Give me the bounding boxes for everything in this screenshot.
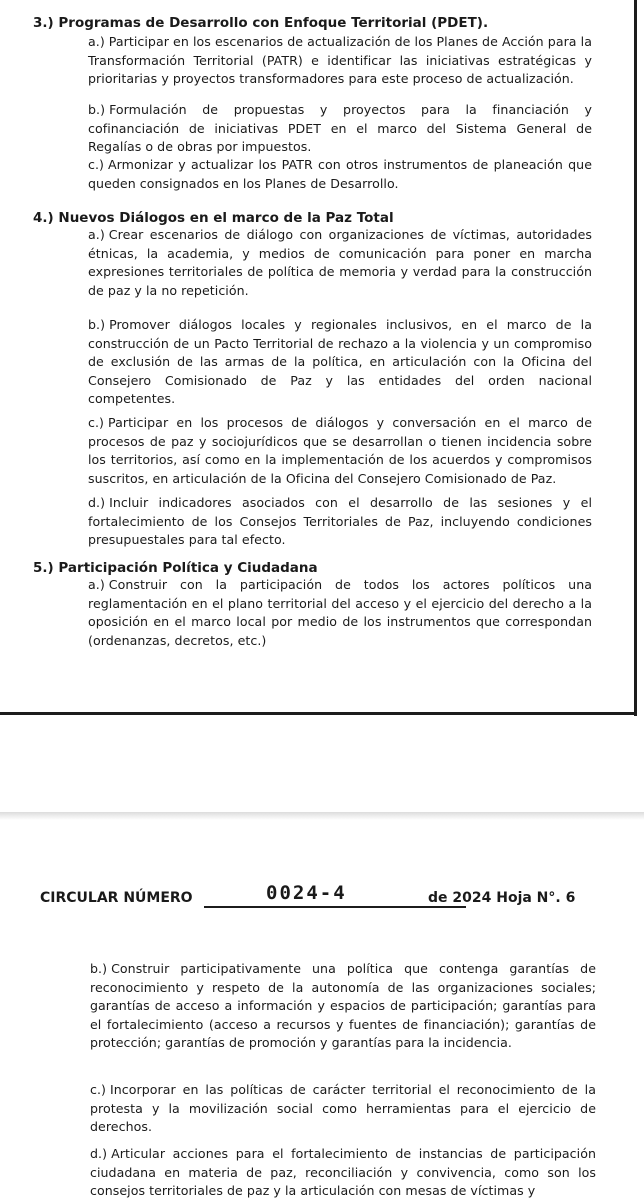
item-label: c.) xyxy=(88,415,104,430)
item-label: a.) xyxy=(88,577,105,592)
page-border-right xyxy=(634,0,637,716)
section-5-item-c xyxy=(90,1081,596,1137)
section-3-item-a xyxy=(88,33,592,89)
circular-year-sheet: de 2024 Hoja N°. 6 xyxy=(428,890,576,906)
item-text: Participar en los procesos de diálogos y conversación en el marco de procesos de paz y sociojurídicos que se desarrollan o tienen incidencia sobre los territorios, así como en la implementación de los acuerdos y compromisos suscritos, en articulación de la Oficina del Consejero Comisionado de Paz. xyxy=(88,415,592,486)
section-5-heading: 5.) Participación Política y Ciudadana xyxy=(33,560,318,576)
item-text: Incorporar en las políticas de carácter territorial el reconocimiento de la protesta y la movilización social como herramientas para el ejercicio de derechos. xyxy=(90,1082,596,1134)
section-4-item-b xyxy=(88,316,592,409)
circular-label: CIRCULAR NÚMERO xyxy=(40,890,193,906)
item-label: d.) xyxy=(90,1146,108,1161)
section-3-item-c xyxy=(88,156,592,193)
item-label: c.) xyxy=(88,157,104,172)
item-label: d.) xyxy=(88,495,106,510)
section-3-item-b xyxy=(88,101,592,157)
item-text: Construir participativamente una política que contenga garantías de reconocimiento y respeto de la autonomía de las organizaciones sociales; garantías de acceso a información y espacios de participación; garantías para el fortalecimiento (acceso a recursos y fuentes de financiación); garantías de protección; garantías de promoción y garantías para la incidencia. xyxy=(90,961,596,1050)
page-border-bottom xyxy=(0,712,637,715)
section-4-item-a xyxy=(88,226,592,300)
circular-number: 0024-4 xyxy=(266,882,347,904)
item-text: Formulación de propuestas y proyectos para la financiación y cofinanciación de iniciativas PDET en el marco del Sistema General de Regalías o de obras por impuestos. xyxy=(88,102,592,154)
item-label: a.) xyxy=(88,34,105,49)
section-4-item-c xyxy=(88,414,592,488)
item-label: b.) xyxy=(88,102,106,117)
circular-header xyxy=(40,882,640,910)
section-4-item-d xyxy=(88,494,592,550)
section-5-item-b xyxy=(90,960,596,1053)
section-4-heading: 4.) Nuevos Diálogos en el marco de la Paz Total xyxy=(33,210,394,226)
section-5-item-a xyxy=(88,576,592,650)
page-gap xyxy=(0,716,644,816)
circular-number-underline xyxy=(204,906,466,908)
item-label: c.) xyxy=(90,1082,106,1097)
item-text: Participar en los escenarios de actualización de los Planes de Acción para la Transformación Territorial (PATR) e identificar las iniciativas estratégicas y prioritarias y proyectos transformadores para este proceso de actualización. xyxy=(88,34,592,86)
item-text: Crear escenarios de diálogo con organizaciones de víctimas, autoridades étnicas, la academia, y medios de comunicación para poner en marcha expresiones territoriales de política de memoria y verdad para la construcción de paz y la no repetición. xyxy=(88,227,592,298)
item-label: b.) xyxy=(88,317,106,332)
item-label: a.) xyxy=(88,227,105,242)
section-5-item-d xyxy=(90,1145,596,1201)
section-3-heading: 3.) Programas de Desarrollo con Enfoque Territorial (PDET). xyxy=(33,15,489,31)
page-2-top-edge xyxy=(0,812,644,820)
item-text: Incluir indicadores asociados con el desarrollo de las sesiones y el fortalecimiento de los Consejos Territoriales de Paz, incluyendo condiciones presupuestales para tal efecto. xyxy=(88,495,592,547)
item-label: b.) xyxy=(90,961,108,976)
item-text: Construir con la participación de todos los actores políticos una reglamentación en el plano territorial del acceso y el ejercicio del derecho a la oposición en el marco local por medio de los instrumentos que correspondan (ordenanzas, decretos, etc.) xyxy=(88,577,592,648)
item-text: Promover diálogos locales y regionales inclusivos, en el marco de la construcción de un Pacto Territorial de rechazo a la violencia y un compromiso de exclusión de las armas de la política, en articulación con la Oficina del Consejero Comisionado de Paz y las entidades del orden nacional competentes. xyxy=(88,317,592,406)
item-text: Articular acciones para el fortalecimiento de instancias de participación ciudadana en materia de paz, reconciliación y convivencia, como son los consejos territoriales de paz y la articulación con mesas de víctimas y xyxy=(90,1146,596,1198)
item-text: Armonizar y actualizar los PATR con otros instrumentos de planeación que queden consignados en los Planes de Desarrollo. xyxy=(88,157,592,191)
